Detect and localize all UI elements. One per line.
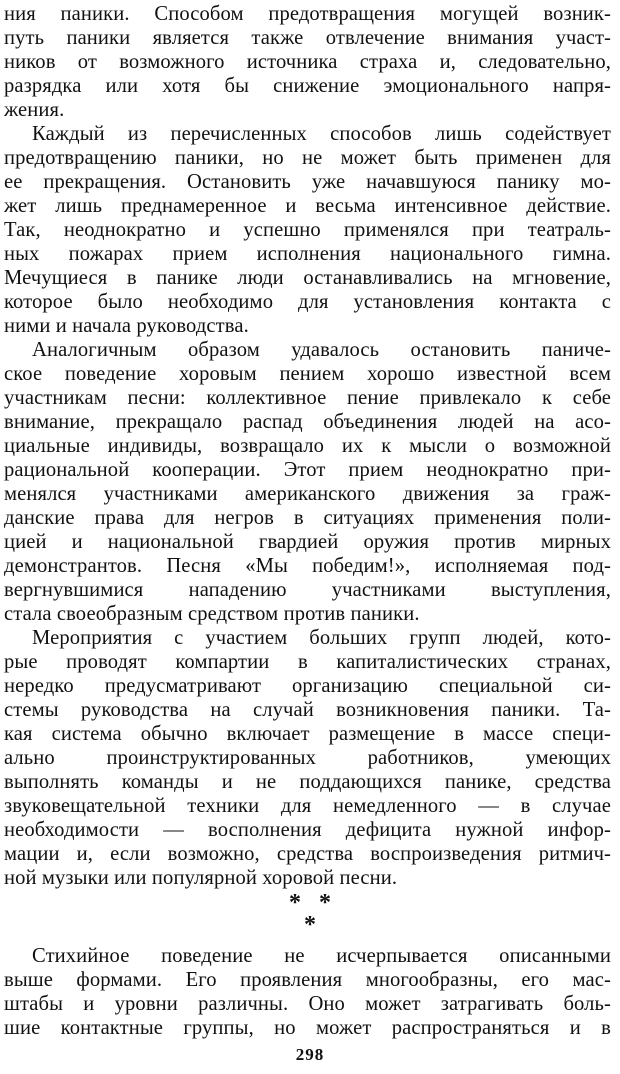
text-line: ных пожарах прием исполнения национального гимна. (4, 243, 611, 265)
text-line: Так, неоднократно и успешно применялся при театраль- (4, 219, 611, 241)
text-line: ально проинструктированных работников, умеющих (4, 747, 611, 769)
text-line: предотвращению паники, но не может быть применен для (4, 147, 611, 169)
text-line: ними и начала руководства. (4, 315, 249, 337)
text-line: демонстрантов. Песня «Мы победим!», исполняемая под- (4, 555, 611, 577)
text-line: Мечущиеся в панике люди останавливались на мгновение, (4, 267, 611, 289)
text-line: которое было необходимо для установления контакта с (4, 291, 611, 313)
text-line: необходимости — восполнения дефицита нужной инфор- (4, 819, 611, 841)
text-line: внимание, прекращало распад объединения людей на асо- (4, 411, 611, 433)
text-line: ников от возможного источника страха и, следовательно, (4, 51, 611, 73)
text-line: стемы руководства на случай возникновения паники. Та- (4, 699, 611, 721)
paragraph-first-line: Аналогичным образом удавалось остановить паниче- (32, 339, 611, 361)
text-line: стала своеобразным средством против паники. (4, 603, 420, 625)
text-line: штабы и уровни различны. Оно может затрагивать боль- (4, 993, 611, 1015)
page-number: 298 (295, 1045, 325, 1064)
text-line: жет лишь преднамеренное и весьма интенсивное действие. (4, 195, 611, 217)
text-line: звуковещательной техники для немедленного — в случае (4, 795, 611, 817)
paragraph-first-line: Стихийное поведение не исчерпывается описанными (32, 945, 611, 967)
text-line: ной музыки или популярной хоровой песни. (4, 867, 398, 889)
text-line: ское поведение хоровым пением хорошо известной всем (4, 363, 611, 385)
section-separator-top: * * (289, 890, 331, 916)
text-line: участникам песни: коллективное пение привлекало к себе (4, 387, 611, 409)
text-line: вергнувшимися нападению участниками выступления, (4, 579, 611, 601)
text-line: разрядка или хотя бы снижение эмоционального напря- (4, 75, 611, 97)
text-line: циальные индивиды, возвращало их к мысли о возможной (4, 435, 611, 457)
text-line: менялся участниками американского движения за граж- (4, 483, 611, 505)
text-line: кая система обычно включает размещение в массе специ- (4, 723, 611, 745)
text-line: выполнять команды и не поддающихся панике, средства (4, 771, 611, 793)
paragraph-first-line: Мероприятия с участием больших групп людей, кото- (32, 627, 611, 649)
text-line: мации и, если возможно, средства воспроизведения ритмич- (4, 843, 611, 865)
text-line: рациональной кооперации. Этот прием неоднократно при- (4, 459, 611, 481)
text-line: путь паники является также отвлечение внимания участ- (4, 27, 611, 49)
section-separator-bottom: * (304, 912, 316, 938)
text-line: данские права для негров в ситуациях применения поли- (4, 507, 611, 529)
text-line: выше формами. Его проявления многообразны, его мас- (4, 969, 611, 991)
text-line: ния паники. Способом предотвращения могущей возник- (4, 3, 611, 25)
text-line: жения. (4, 99, 65, 121)
text-line: шие контактные группы, но может распространяться и в (4, 1017, 611, 1039)
text-line: цией и национальной гвардией оружия против мирных (4, 531, 611, 553)
paragraph-first-line: Каждый из перечисленных способов лишь содействует (32, 123, 611, 145)
text-line: нередко предусматривают организацию специальной си- (4, 675, 611, 697)
text-line: ее прекращения. Остановить уже начавшуюся панику мо- (4, 171, 611, 193)
text-line: рые проводят компартии в капиталистических странах, (4, 651, 611, 673)
